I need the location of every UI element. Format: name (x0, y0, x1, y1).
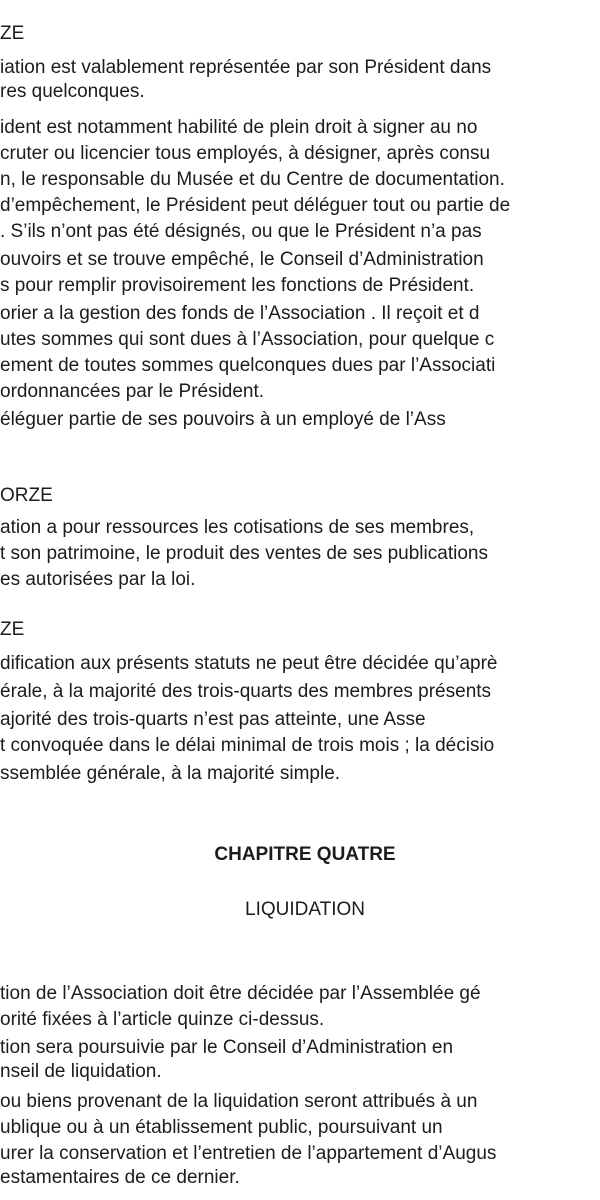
text-line: t son patrimoine, le produit des ventes de ses publications (0, 543, 488, 564)
text-line: éléguer partie de ses pouvoirs à un employé de l’Ass (0, 409, 446, 430)
text-line: es autorisées par la loi. (0, 569, 196, 590)
text-line: s pour remplir provisoirement les fonctions de Président. (0, 275, 475, 296)
text-line: cruter ou licencier tous employés, à désigner, après consu (0, 143, 491, 164)
text-line: . S’ils n’ont pas été désignés, ou que le Président n’a pas (0, 221, 482, 242)
text-line: urer la conservation et l’entretien de l’appartement d’Augus (0, 1143, 497, 1164)
text-line: ement de toutes sommes quelconques dues par l’Associati (0, 355, 496, 376)
chapter-subtitle: LIQUIDATION (245, 899, 365, 920)
text-line: iation est valablement représentée par son Président dans (0, 57, 492, 78)
text-line: utes sommes qui sont dues à l’Association, pour quelque c (0, 329, 495, 350)
text-line: ublique ou à un établissement public, poursuivant un (0, 1117, 443, 1138)
text-line: tion sera poursuivie par le Conseil d’Administration en (0, 1037, 454, 1058)
text-line: ordonnancées par le Président. (0, 381, 265, 402)
text-line: érale, à la majorité des trois-quarts des membres présents (0, 681, 492, 702)
text-line: ouvoirs et se trouve empêché, le Conseil d’Administration (0, 249, 484, 270)
text-line: ou biens provenant de la liquidation seront attribués à un (0, 1091, 478, 1112)
text-line: orier a la gestion des fonds de l’Association . Il reçoit et d (0, 303, 480, 324)
text-line: t convoquée dans le délai minimal de trois mois ; la décisio (0, 735, 495, 756)
text-line: dification aux présents statuts ne peut être décidée qu’aprè (0, 653, 498, 674)
text-line: d’empêchement, le Président peut déléguer tout ou partie de (0, 195, 511, 216)
section-heading-3: ZE (0, 619, 25, 640)
text-line: ident est notamment habilité de plein droit à signer au no (0, 117, 478, 138)
text-line: ajorité des trois-quarts n’est pas atteinte, une Asse (0, 709, 426, 730)
chapter-title: CHAPITRE QUATRE (214, 844, 396, 865)
text-line: estamentaires de ce dernier. (0, 1167, 240, 1188)
text-line: n, le responsable du Musée et du Centre de documentation. (0, 169, 505, 190)
text-line: tion de l’Association doit être décidée par l’Assemblée gé (0, 983, 481, 1004)
text-line: res quelconques. (0, 81, 145, 102)
text-line: ssemblée générale, à la majorité simple. (0, 763, 341, 784)
text-line: nseil de liquidation. (0, 1061, 162, 1082)
section-heading-1: ZE (0, 23, 25, 44)
text-line: orité fixées à l’article quinze ci-dessus. (0, 1009, 325, 1030)
text-line: ation a pour ressources les cotisations de ses membres, (0, 517, 475, 538)
section-heading-2: ORZE (0, 485, 53, 506)
